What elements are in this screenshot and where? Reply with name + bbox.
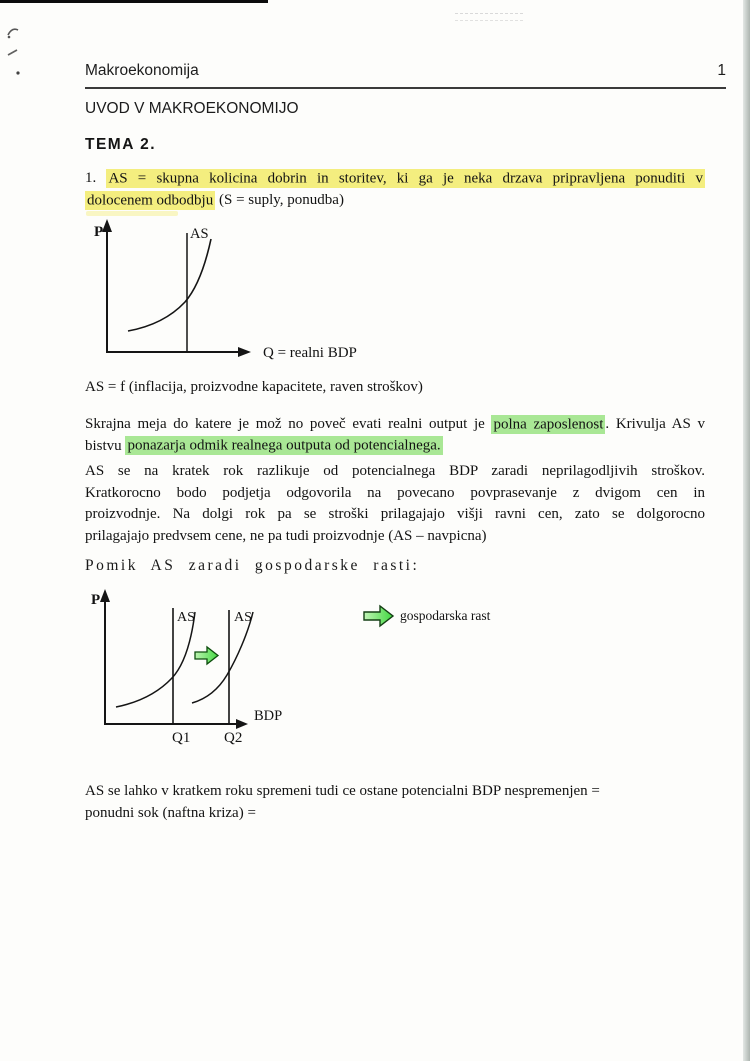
document-title: UVOD V MAKROEKONOMIJO [85, 100, 299, 117]
shift-heading: Pomik AS zaradi gospodarske rasti: [85, 557, 420, 574]
para1-line1-pre: Skrajna meja do katere je mož no poveč evati realni output je [85, 416, 492, 432]
as-supply-graph [90, 216, 390, 371]
scan-artifact-faint-dashes [455, 13, 523, 21]
para2-line2: Kratkorocno bodo podjetja odgovorila na povecano povprasevanje z dvigom cen in [85, 484, 705, 501]
shift-arrow-icon [195, 647, 218, 664]
item1-paragraph [85, 167, 705, 211]
item1-number: 1. [85, 170, 97, 186]
highlight-green: polna zaposlenost [493, 416, 604, 432]
para1-line1-post: . Krivulja AS v [605, 416, 705, 432]
growth-arrow-label: gospodarska rast [400, 608, 491, 623]
para2-line1: AS se na kratek rok razlikuje od potencialnega BDP zaradi neprilagodljivih stroškov. [85, 463, 705, 479]
para1-line2-pre: bistvu [85, 437, 126, 454]
as-function-line: AS = f (inflacija, proizvodne kapacitete, raven stroškov) [85, 379, 423, 395]
graph2-x-axis-arrow-icon [236, 719, 248, 729]
graph2-q1-tick: Q1 [172, 730, 191, 746]
scan-artifact-top-bar [0, 0, 268, 3]
scan-artifact-pen-marks [6, 24, 32, 80]
graph2-as-curve-1 [116, 612, 195, 707]
header-title: Makroekonomija [85, 62, 199, 79]
para2-line3: proizvodnje. Na dolgi rok pa se stroški prilagajajo višji ravni cen, zato se dolgorocno [85, 506, 705, 522]
graph1-as-curve [128, 239, 211, 331]
as-shift-graph [88, 584, 303, 749]
page-header [85, 62, 726, 89]
graph2-q2-tick: Q2 [224, 730, 243, 746]
highlight-yellow: AS = skupna kolicina dobrin in storitev, ki ga je neka drzava pripravljena ponuditi v [108, 170, 703, 186]
paragraph-full-employment [85, 414, 705, 457]
para2-line4: prilagajajo predvsem cene, ne pa tudi proizvodnje (AS – navpicna) [85, 527, 487, 544]
para3-line1: AS se lahko v kratkem roku spremeni tudi ce ostane potencialni BDP nespremenjen = [85, 783, 600, 799]
graph2-x-axis-label: BDP [254, 708, 283, 724]
graph2-curve2-label: AS [234, 610, 252, 625]
topic-heading: TEMA 2. [85, 136, 157, 153]
item1-line2-rest: (S = suply, ponudba) [215, 192, 344, 208]
graph1-y-axis-arrow-icon [102, 219, 112, 232]
paragraph-supply-shock [85, 780, 705, 824]
scan-artifact-right-edge [743, 0, 750, 1061]
para3-line2: ponudni sok (naftna kriza) = [85, 805, 256, 821]
item1-line1 [85, 167, 705, 189]
graph1-x-axis-arrow-icon [238, 347, 251, 357]
growth-arrow-icon [362, 602, 396, 630]
graph1-curve-label: AS [190, 226, 209, 242]
graph2-y-axis-arrow-icon [100, 589, 110, 602]
item1-line2 [85, 189, 705, 211]
page-number: 1 [717, 62, 726, 79]
paragraph-short-long-run [85, 461, 705, 547]
graph2-curve1-label: AS [177, 610, 195, 625]
graph1-y-axis-label: P [94, 224, 104, 240]
graph2-y-axis-label: P [91, 592, 101, 608]
para1-line1 [85, 414, 705, 436]
graph1-x-axis-label: Q = realni BDP [263, 345, 357, 361]
highlight-green: ponazarja odmik realnega outputa od potencialnega. [127, 437, 441, 454]
para1-line2 [85, 436, 705, 458]
highlight-yellow: dolocenem odbodbju [87, 192, 214, 208]
